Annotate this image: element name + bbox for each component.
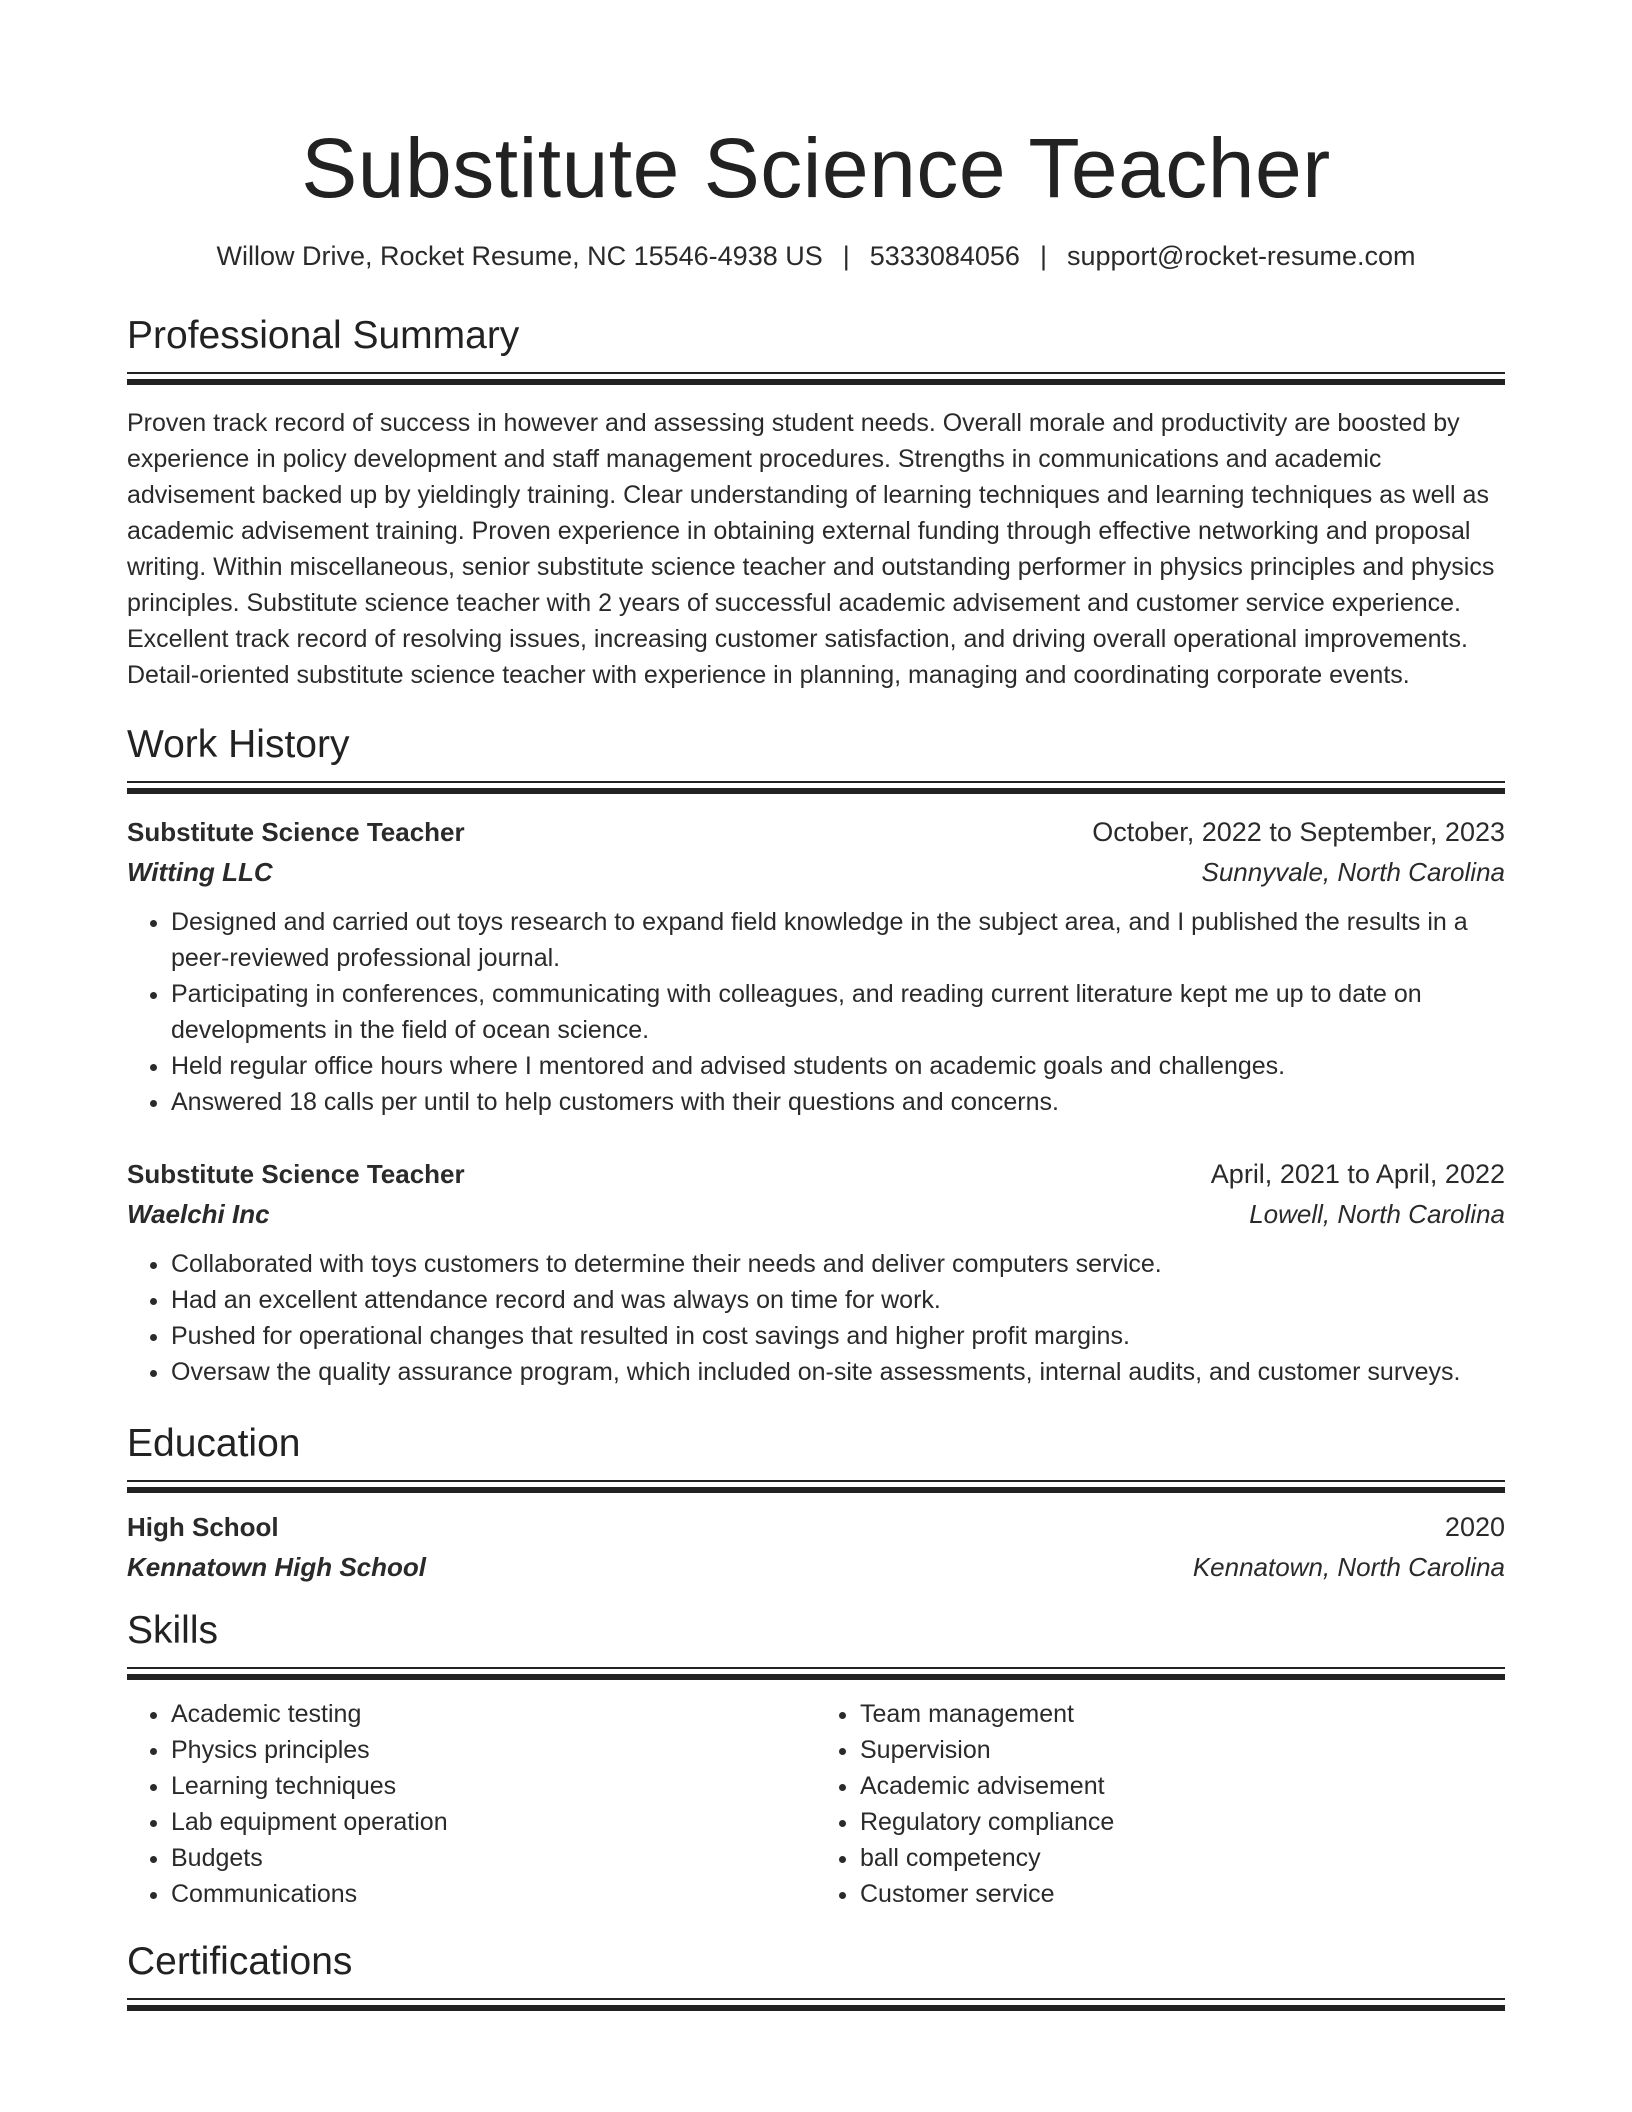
job-dates: October, 2022 to September, 2023 bbox=[1092, 817, 1505, 847]
skill-item: • Customer service bbox=[860, 1876, 1505, 1912]
skill-item: • Academic testing bbox=[171, 1696, 816, 1732]
job-bullet: • Had an excellent attendance record and was always on time for work. bbox=[171, 1282, 1505, 1318]
skills-column-left bbox=[127, 1696, 816, 1912]
section-title-work: Work History bbox=[127, 723, 350, 766]
job-entry bbox=[127, 812, 1505, 1120]
section-title-education: Education bbox=[127, 1422, 301, 1465]
skill-item: • Lab equipment operation bbox=[171, 1804, 816, 1840]
summary-text: Proven track record of success in however and assessing student needs. Overall morale and productivity are boosted by experience in policy development and staff management procedures. Strengths in communications and academic advisement backed up by yieldingly training. Clear understanding of learning techniques and learning techniques as well as academic advisement training. Proven experience in obtaining external funding through effective networking and proposal writing. Within miscellaneous, senior substitute science teacher and outstanding performer in physics principles and physics principles. Substitute science teacher with 2 years of successful academic advisement and customer service experience. Excellent track record of resolving issues, increasing customer satisfaction, and driving overall operational improvements. Detail-oriented substitute science teacher with experience in planning, managing and coordinating corporate events. bbox=[127, 409, 1495, 689]
section-title-skills: Skills bbox=[127, 1609, 219, 1652]
job-company: Witting LLC bbox=[127, 857, 273, 887]
skill-item: • ball competency bbox=[860, 1840, 1505, 1876]
job-bullet: • Oversaw the quality assurance program, which included on-site assessments, internal audits, and customer surveys. bbox=[171, 1354, 1505, 1390]
section-divider bbox=[127, 1998, 1505, 2005]
skill-item: • Supervision bbox=[860, 1732, 1505, 1768]
contact-separator: | bbox=[842, 241, 850, 271]
skill-item: • Physics principles bbox=[171, 1732, 816, 1768]
job-company: Waelchi Inc bbox=[127, 1199, 270, 1229]
contact-line bbox=[127, 238, 1505, 274]
job-bullet: • Participating in conferences, communicating with colleagues, and reading current literature kept me up to date on developments in the field of ocean science. bbox=[171, 976, 1505, 1048]
summary-section bbox=[127, 312, 1505, 379]
skill-item: • Regulatory compliance bbox=[860, 1804, 1505, 1840]
contact-separator: | bbox=[1039, 241, 1047, 271]
job-dates: April, 2021 to April, 2022 bbox=[1210, 1159, 1505, 1189]
certifications-section bbox=[127, 1938, 1505, 2005]
contact-email: support@rocket-resume.com bbox=[1066, 241, 1416, 271]
education-section bbox=[127, 1420, 1505, 1487]
job-bullet: • Collaborated with toys customers to determine their needs and deliver computers service. bbox=[171, 1246, 1505, 1282]
education-degree: High School bbox=[127, 1512, 279, 1542]
section-divider bbox=[127, 781, 1505, 788]
job-title: Substitute Science Teacher bbox=[127, 1159, 465, 1189]
job-bullet: • Designed and carried out toys research to expand field knowledge in the subject area, and I published the results in a peer-reviewed professional journal. bbox=[171, 904, 1505, 976]
skill-item: • Learning techniques bbox=[171, 1768, 816, 1804]
education-year: 2020 bbox=[1444, 1512, 1505, 1542]
section-title-summary: Professional Summary bbox=[127, 314, 520, 357]
job-entry bbox=[127, 1154, 1505, 1390]
education-location: Kennatown, North Carolina bbox=[1192, 1552, 1505, 1582]
job-title: Substitute Science Teacher bbox=[127, 817, 465, 847]
resume-name: Substitute Science Teacher bbox=[301, 121, 1331, 215]
work-section bbox=[127, 721, 1505, 788]
job-bullet: • Answered 18 calls per until to help customers with their questions and concerns. bbox=[171, 1084, 1505, 1120]
section-divider bbox=[127, 372, 1505, 379]
skill-item: • Budgets bbox=[171, 1840, 816, 1876]
section-divider bbox=[127, 1667, 1505, 1674]
contact-address: Willow Drive, Rocket Resume, NC 15546-4938 US bbox=[216, 241, 823, 271]
skills-column-right bbox=[816, 1696, 1505, 1912]
skill-item: • Communications bbox=[171, 1876, 816, 1912]
skill-item: • Academic advisement bbox=[860, 1768, 1505, 1804]
section-title-certifications: Certifications bbox=[127, 1940, 353, 1983]
section-divider bbox=[127, 1480, 1505, 1487]
job-bullets bbox=[127, 1246, 1505, 1390]
education-school: Kennatown High School bbox=[127, 1552, 426, 1582]
skills-list bbox=[127, 1696, 1505, 1912]
contact-phone: 5333084056 bbox=[869, 241, 1020, 271]
job-bullet: • Held regular office hours where I mentored and advised students on academic goals and challenges. bbox=[171, 1048, 1505, 1084]
job-location: Sunnyvale, North Carolina bbox=[1201, 857, 1505, 887]
job-bullets bbox=[127, 904, 1505, 1120]
job-bullet: • Pushed for operational changes that resulted in cost savings and higher profit margins. bbox=[171, 1318, 1505, 1354]
education-entry bbox=[127, 1507, 1505, 1587]
job-location: Lowell, North Carolina bbox=[1249, 1199, 1505, 1229]
skill-item: • Team management bbox=[860, 1696, 1505, 1732]
skills-section bbox=[127, 1607, 1505, 1674]
